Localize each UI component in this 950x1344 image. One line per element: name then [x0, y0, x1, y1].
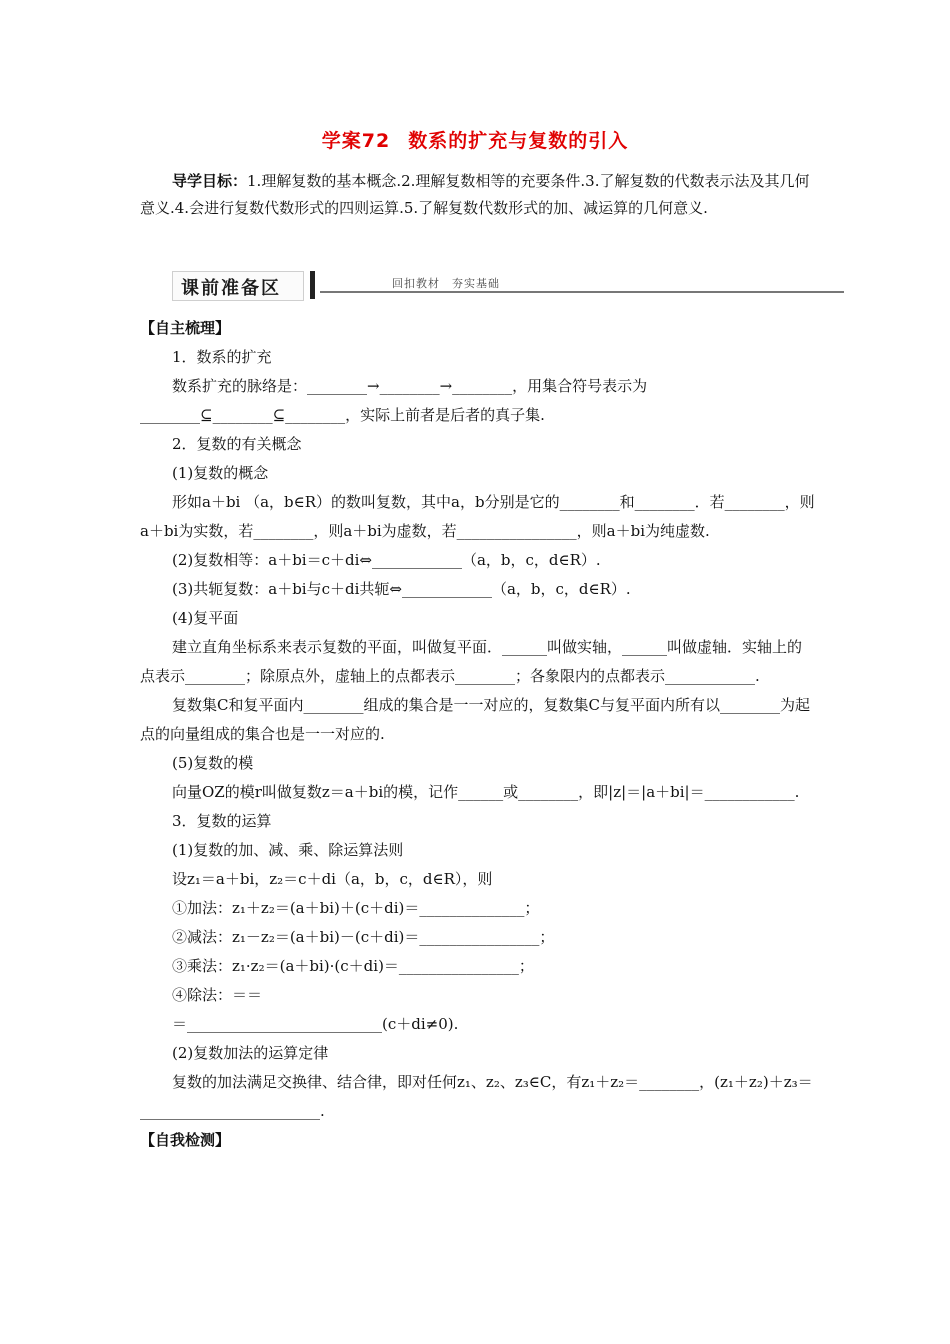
content-line: 复数集C和复平面内________组成的集合是一一对应的，复数集C与复平面内所有以________为起点的向量组成的集合也是一一对应的.: [140, 696, 810, 743]
content-line: 形如a＋bi （a，b∈R）的数叫复数，其中a，b分别是它的________和________．若________，则a＋bi为实数，若________，则a＋bi为虚数，若________________，则a＋bi为纯虚数.: [140, 493, 815, 540]
main-content: [140, 314, 816, 1155]
goals-label: 导学目标：: [172, 172, 248, 190]
content-line: 建立直角坐标系来表示复数的平面，叫做复平面．______叫做实轴，______叫做虚轴．实轴上的点表示________；除原点外，虚轴上的点都表示________；各象限内的点都表示____________.: [140, 638, 803, 685]
section-banner: [172, 271, 844, 303]
content-line: 设z₁＝a＋bi，z₂＝c＋di（a，b，c，d∈R），则: [172, 870, 493, 888]
content-line: 数系扩充的脉络是：________→________→________，用集合符号表示为________⊆________⊆________，实际上前者是后者的真子集.: [140, 377, 648, 424]
banner-box: [172, 271, 304, 301]
learning-goals: [140, 168, 812, 222]
content-line: (5)复数的模: [172, 754, 254, 772]
banner-tagline: 回扣教材 夯实基础: [392, 277, 500, 290]
content-line: (3)共轭复数：a＋bi与c＋di共轭⇔____________（a，b，c，d∈R）.: [172, 580, 631, 598]
title-number: 学案72: [321, 130, 391, 152]
banner-title: 课前准备区: [181, 278, 281, 299]
content-line: 【自我检测】: [140, 1131, 231, 1149]
content-line: 3．复数的运算: [172, 812, 272, 830]
content-line: ③乘法：z₁·z₂＝(a＋bi)·(c＋di)＝________________；: [172, 957, 534, 975]
content-line: (2)复数相等：a＋bi＝c＋di⇔____________（a，b，c，d∈R）.: [172, 551, 601, 569]
content-line: 复数的加法满足交换律、结合律，即对任何z₁、z₂、z₃∈C，有z₁＋z₂＝________，(z₁＋z₂)＋z₃＝________________________.: [140, 1073, 813, 1120]
content-line: ①加法：z₁＋z₂＝(a＋bi)＋(c＋di)＝______________；: [172, 899, 540, 917]
content-line: 向量OZ的模r叫做复数z＝a＋bi的模，记作______或________，即|z|＝|a＋bi|＝____________.: [172, 783, 800, 801]
content-line: (1)复数的概念: [172, 464, 269, 482]
content-line: (2)复数加法的运算定律: [172, 1044, 329, 1062]
content-line: 【自主梳理】: [140, 319, 231, 337]
content-line: (4)复平面: [172, 609, 239, 627]
banner-bar: [310, 271, 315, 299]
content-line: ＝__________________________(c＋di≠0).: [172, 1015, 459, 1033]
content-line: ②减法：z₁－z₂＝(a＋bi)－(c＋di)＝________________；: [172, 928, 555, 946]
banner-rule: [320, 291, 844, 293]
goals-text: 1.理解复数的基本概念.2.理解复数相等的充要条件.3.了解复数的代数表示法及其几何意义.4.会进行复数代数形式的四则运算.5.了解复数代数形式的加、减运算的几何意义.: [140, 172, 810, 217]
title-text: 数系的扩充与复数的引入: [408, 130, 629, 152]
page-title: [0, 126, 950, 153]
content-line: 2．复数的有关概念: [172, 435, 302, 453]
content-line: 1．数系的扩充: [172, 348, 272, 366]
content-line: (1)复数的加、减、乘、除运算法则: [172, 841, 404, 859]
content-line: ④除法：＝＝: [172, 986, 263, 1004]
